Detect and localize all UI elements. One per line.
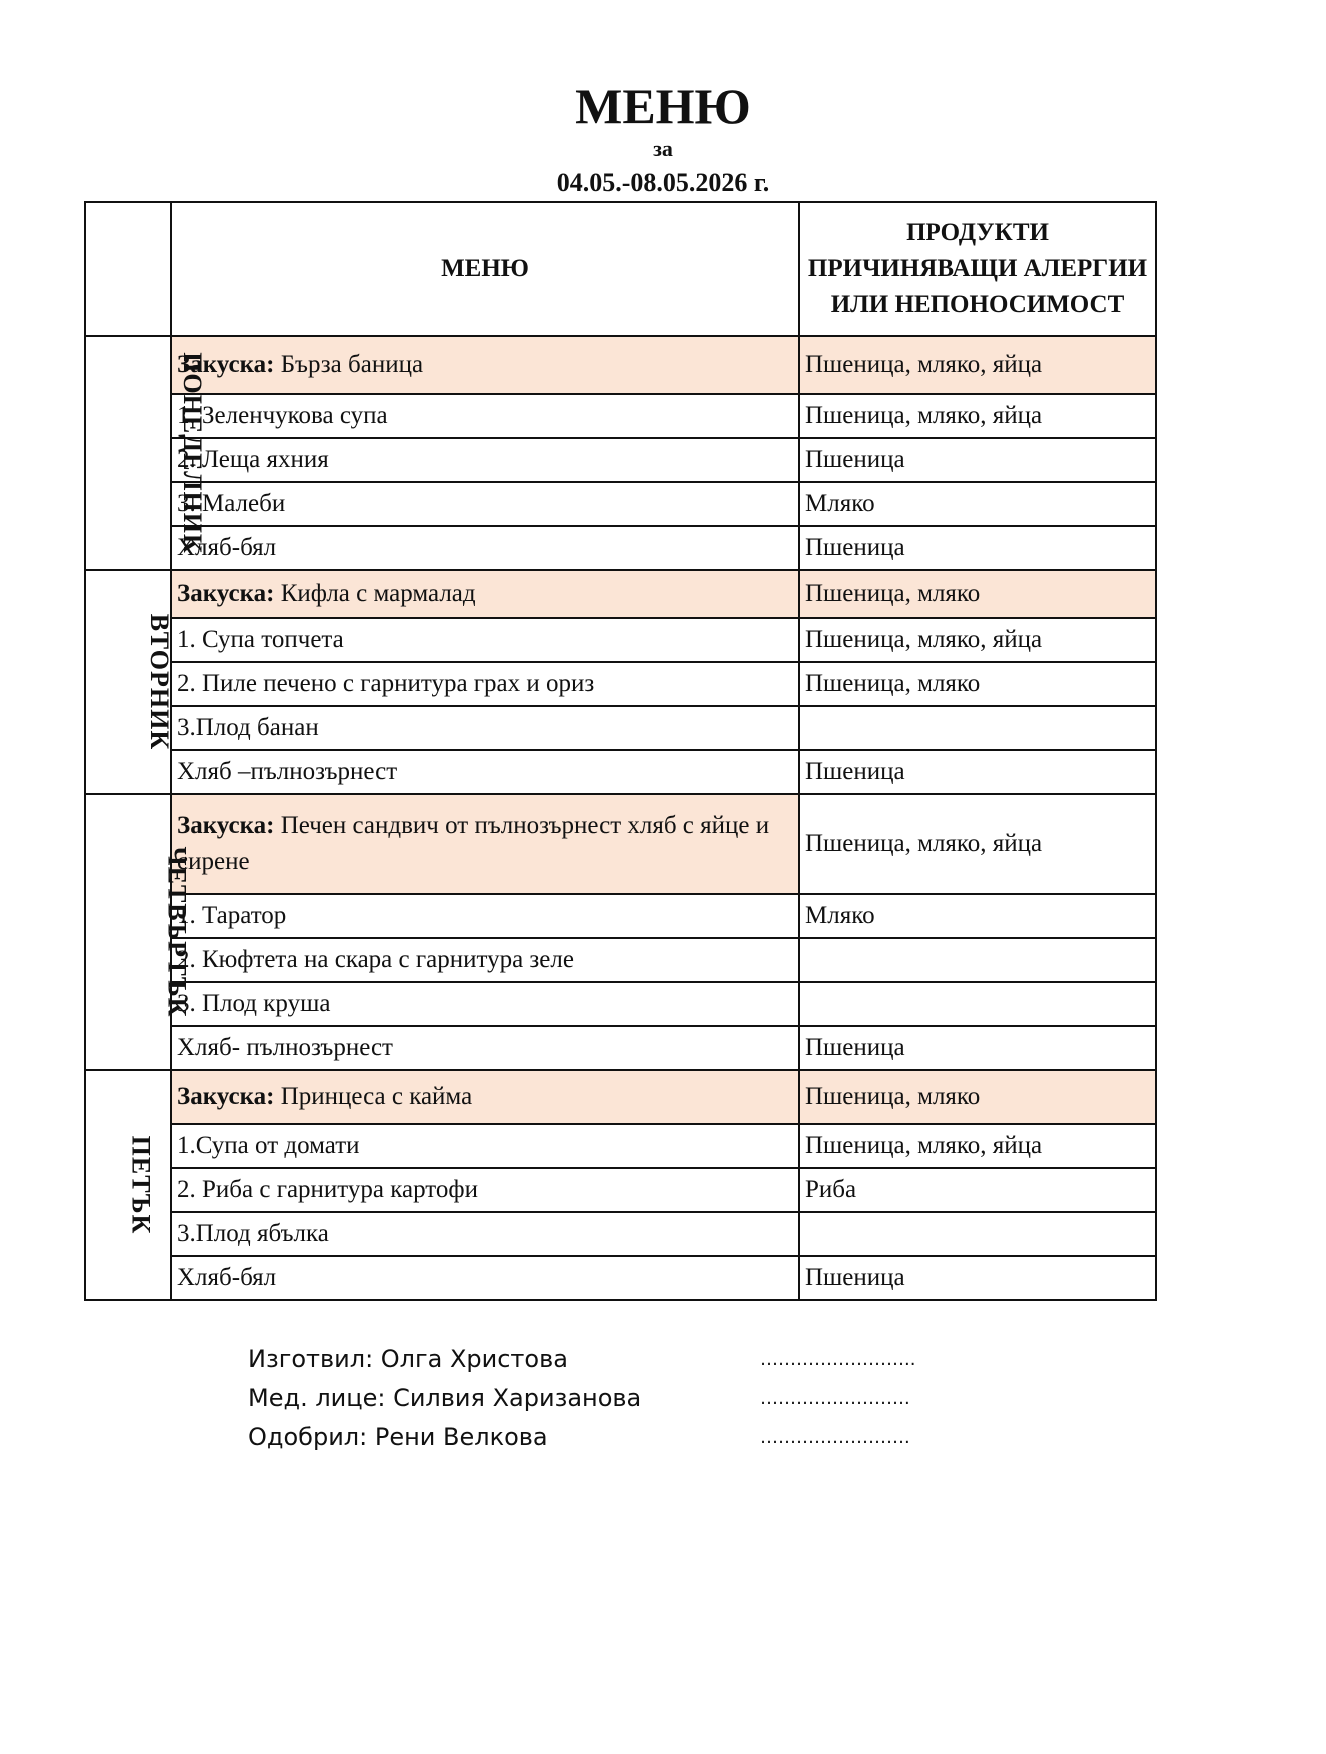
table-header-row [85, 202, 1156, 336]
allergens-cell: Пшеница, мляко [799, 570, 1156, 618]
dish-cell: Хляб –пълнозърнест [171, 750, 799, 794]
table-row [85, 570, 1156, 618]
dish-cell: 1. Зеленчукова супа [171, 394, 799, 438]
table-row [85, 1026, 1156, 1070]
dish-cell: 2. Леща яхния [171, 438, 799, 482]
allergens-cell: Пшеница [799, 1256, 1156, 1300]
dish-cell: 1. Супа топчета [171, 618, 799, 662]
allergens-cell: Пшеница, мляко [799, 662, 1156, 706]
day-cell [85, 794, 192, 1070]
dish-cell: 2. Риба с гарнитура картофи [171, 1168, 799, 1212]
allergens-cell [799, 1212, 1156, 1256]
allergens-cell: Мляко [799, 482, 1156, 526]
table-row [85, 1070, 1156, 1124]
menu-table [84, 201, 1157, 1301]
breakfast-dish: Принцеса с кайма [280, 1083, 473, 1110]
breakfast-cell [171, 1070, 799, 1124]
signature-text: Мед. лице: Силвия Харизанова [248, 1384, 642, 1412]
signatures-block [248, 1340, 948, 1457]
allergens-cell: Пшеница, мляко, яйца [799, 794, 1156, 894]
signature-approved-by [248, 1418, 948, 1457]
dish-cell: 2. Пиле печено с гарнитура грах и ориз [171, 662, 799, 706]
allergens-cell: Мляко [799, 894, 1156, 938]
day-cell [85, 1070, 171, 1300]
day-label: ПЕТЪК [126, 1135, 156, 1234]
day-label: ЧЕТВЪРТЪК [162, 846, 192, 1017]
breakfast-cell [171, 570, 799, 618]
allergens-cell [799, 982, 1156, 1026]
allergens-cell: Пшеница, мляко, яйца [799, 336, 1156, 394]
table-row [85, 894, 1156, 938]
menu-column-header: МЕНЮ [171, 202, 799, 336]
table-row [85, 1168, 1156, 1212]
signature-medical [248, 1379, 948, 1418]
corner-cell [85, 202, 171, 336]
breakfast-label: Закуска: [177, 1083, 275, 1110]
dish-cell: 1.Супа от домати [171, 1124, 799, 1168]
allergens-cell: Пшеница, мляко, яйца [799, 1124, 1156, 1168]
breakfast-label: Закуска: [177, 812, 275, 839]
allergens-cell: Пшеница, мляко, яйца [799, 394, 1156, 438]
allergens-cell: Пшеница, мляко, яйца [799, 618, 1156, 662]
allergens-cell [799, 706, 1156, 750]
day-label: ВТОРНИК [145, 613, 175, 750]
dish-cell: Хляб- пълнозърнест [171, 1026, 799, 1070]
breakfast-cell [171, 794, 799, 894]
table-row [85, 706, 1156, 750]
table-row [85, 662, 1156, 706]
allergens-cell: Риба [799, 1168, 1156, 1212]
breakfast-dish: Бърза баница [280, 351, 424, 378]
table-row [85, 1124, 1156, 1168]
allergens-cell [799, 938, 1156, 982]
table-row [85, 1256, 1156, 1300]
table-row [85, 938, 1156, 982]
signature-line: ……………………. [760, 1388, 910, 1409]
allergens-cell: Пшеница [799, 438, 1156, 482]
breakfast-dish: Кифла с мармалад [280, 580, 476, 607]
breakfast-dish: Печен сандвич от пълнозърнест хляб с яйце и сирене [177, 812, 770, 875]
signature-text: Одобрил: Рени Велкова [248, 1423, 548, 1451]
dish-cell: 3.Плод банан [171, 706, 799, 750]
dish-cell: 3. Плод круша [171, 982, 799, 1026]
allergens-cell: Пшеница [799, 1026, 1156, 1070]
page-subtitle: за [653, 136, 673, 161]
table-row [85, 618, 1156, 662]
table-row [85, 526, 1156, 570]
page-title: МЕНЮ [575, 78, 751, 134]
dish-cell: 2. Кюфтета на скара с гарнитура зеле [171, 938, 799, 982]
signature-line: ……………………. [760, 1427, 910, 1448]
breakfast-label: Закуска: [177, 351, 275, 378]
signature-line: …………………….. [760, 1349, 916, 1370]
day-label: ПОНЕДЕЛНИК [177, 351, 207, 554]
dish-cell: Хляб-бял [171, 526, 799, 570]
day-cell [85, 336, 207, 570]
table-row [85, 482, 1156, 526]
allergens-cell: Пшеница [799, 526, 1156, 570]
day-cell [85, 570, 175, 794]
table-row [85, 394, 1156, 438]
signature-prepared-by [248, 1340, 948, 1379]
dish-cell: 3.Плод ябълка [171, 1212, 799, 1256]
breakfast-cell [171, 336, 799, 394]
dish-cell: 1. Таратор [171, 894, 799, 938]
table-row [85, 438, 1156, 482]
table-row [85, 336, 1156, 394]
dish-cell: Хляб-бял [171, 1256, 799, 1300]
table-row [85, 794, 1156, 894]
date-range: 04.05.-08.05.2026 г. [556, 168, 770, 197]
dish-cell: 3. Малеби [171, 482, 799, 526]
allergens-cell: Пшеница [799, 750, 1156, 794]
table-row [85, 1212, 1156, 1256]
allergens-column-header: ПРОДУКТИ ПРИЧИНЯВАЩИ АЛЕРГИИ ИЛИ НЕПОНОСИМОСТ [799, 202, 1156, 336]
breakfast-label: Закуска: [177, 580, 275, 607]
signature-text: Изготвил: Олга Христова [248, 1345, 568, 1373]
allergens-cell: Пшеница, мляко [799, 1070, 1156, 1124]
table-row [85, 982, 1156, 1026]
table-row [85, 750, 1156, 794]
